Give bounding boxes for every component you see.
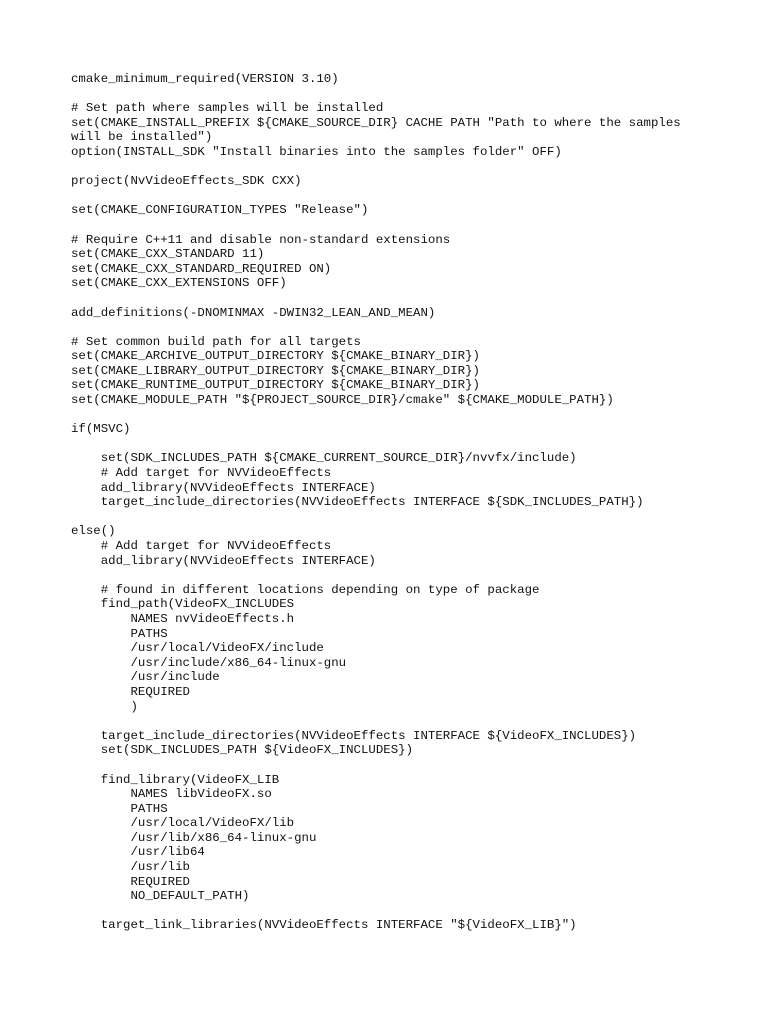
code-line: # Set common build path for all targets (71, 334, 361, 349)
code-line: # Add target for NVVideoEffects (71, 539, 332, 553)
code-line (71, 408, 701, 423)
code-line: add_library(NVVideoEffects INTERFACE) (71, 480, 376, 495)
code-line: set(CMAKE_CXX_STANDARD 11) (71, 247, 265, 262)
code-line: find_path(VideoFX_INCLUDES (71, 597, 295, 612)
code-line: target_include_directories(NVVideoEffects INTERFACE ${VideoFX_INCLUDES}) (71, 728, 637, 743)
code-line (71, 218, 701, 233)
code-line: /usr/lib (71, 860, 190, 875)
code-line: target_include_directories(NVVideoEffects INTERFACE ${SDK_INCLUDES_PATH}) (71, 495, 644, 510)
code-line: add_definitions(-DNOMINMAX -DWIN32_LEAN_AND_MEAN) (71, 305, 436, 320)
code-line: project(NvVideoEffects_SDK CXX) (71, 174, 302, 189)
code-line (71, 510, 701, 525)
code-block (71, 72, 701, 933)
code-line: # Add target for NVVideoEffects (71, 466, 332, 481)
code-line: set(CMAKE_CONFIGURATION_TYPES "Release") (71, 203, 369, 218)
code-line: NAMES libVideoFX.so (71, 787, 272, 802)
code-line (71, 714, 701, 729)
code-line (71, 758, 701, 773)
code-line (71, 320, 701, 335)
code-line (71, 568, 701, 583)
code-line: set(CMAKE_MODULE_PATH "${PROJECT_SOURCE_DIR}/cmake" ${CMAKE_MODULE_PATH}) (71, 393, 614, 408)
code-line: # Require C++11 and disable non-standard extensions (71, 232, 451, 247)
code-line: if(MSVC) (71, 422, 131, 437)
code-line: cmake_minimum_required(VERSION 3.10) (71, 72, 339, 86)
code-line: set(SDK_INCLUDES_PATH ${CMAKE_CURRENT_SOURCE_DIR}/nvvfx/include) (71, 451, 577, 466)
code-line: REQUIRED (71, 874, 190, 889)
code-line (71, 291, 701, 306)
code-line (71, 87, 701, 102)
code-line (71, 437, 701, 452)
code-line: /usr/include (71, 670, 220, 685)
code-line (71, 160, 701, 175)
code-line: ) (71, 699, 138, 714)
code-line: add_library(NVVideoEffects INTERFACE) (71, 553, 376, 568)
code-line: set(CMAKE_ARCHIVE_OUTPUT_DIRECTORY ${CMAKE_BINARY_DIR}) (71, 349, 480, 364)
code-line: set(CMAKE_LIBRARY_OUTPUT_DIRECTORY ${CMAKE_BINARY_DIR}) (71, 363, 480, 378)
code-line: set(CMAKE_RUNTIME_OUTPUT_DIRECTORY ${CMAKE_BINARY_DIR}) (71, 378, 480, 393)
code-line: PATHS (71, 801, 168, 816)
code-line: # Set path where samples will be installed (71, 101, 384, 116)
code-line: PATHS (71, 626, 168, 641)
code-line: target_link_libraries(NVVideoEffects INTERFACE "${VideoFX_LIB}") (71, 918, 577, 933)
code-line: set(CMAKE_CXX_STANDARD_REQUIRED ON) (71, 261, 332, 276)
code-line (71, 904, 701, 919)
code-line: find_library(VideoFX_LIB (71, 772, 280, 787)
code-line: else() (71, 524, 116, 539)
code-line: REQUIRED (71, 684, 190, 699)
code-line: set(CMAKE_INSTALL_PREFIX ${CMAKE_SOURCE_DIR} CACHE PATH "Path to where the samples (71, 115, 681, 130)
code-line: option(INSTALL_SDK "Install binaries into the samples folder" OFF) (71, 144, 562, 159)
code-line: will be installed") (71, 130, 213, 145)
code-line: NO_DEFAULT_PATH) (71, 889, 250, 904)
code-line: /usr/include/x86_64-linux-gnu (71, 655, 347, 670)
code-line: # found in different locations depending on type of package (71, 582, 540, 597)
code-line: NAMES nvVideoEffects.h (71, 611, 295, 626)
code-line: /usr/local/VideoFX/include (71, 641, 324, 656)
code-line (71, 189, 701, 204)
code-line: /usr/lib64 (71, 845, 205, 860)
code-line: /usr/lib/x86_64-linux-gnu (71, 830, 317, 845)
code-line: /usr/local/VideoFX/lib (71, 816, 295, 831)
code-line: set(SDK_INCLUDES_PATH ${VideoFX_INCLUDES}) (71, 743, 414, 758)
code-line: set(CMAKE_CXX_EXTENSIONS OFF) (71, 276, 287, 291)
